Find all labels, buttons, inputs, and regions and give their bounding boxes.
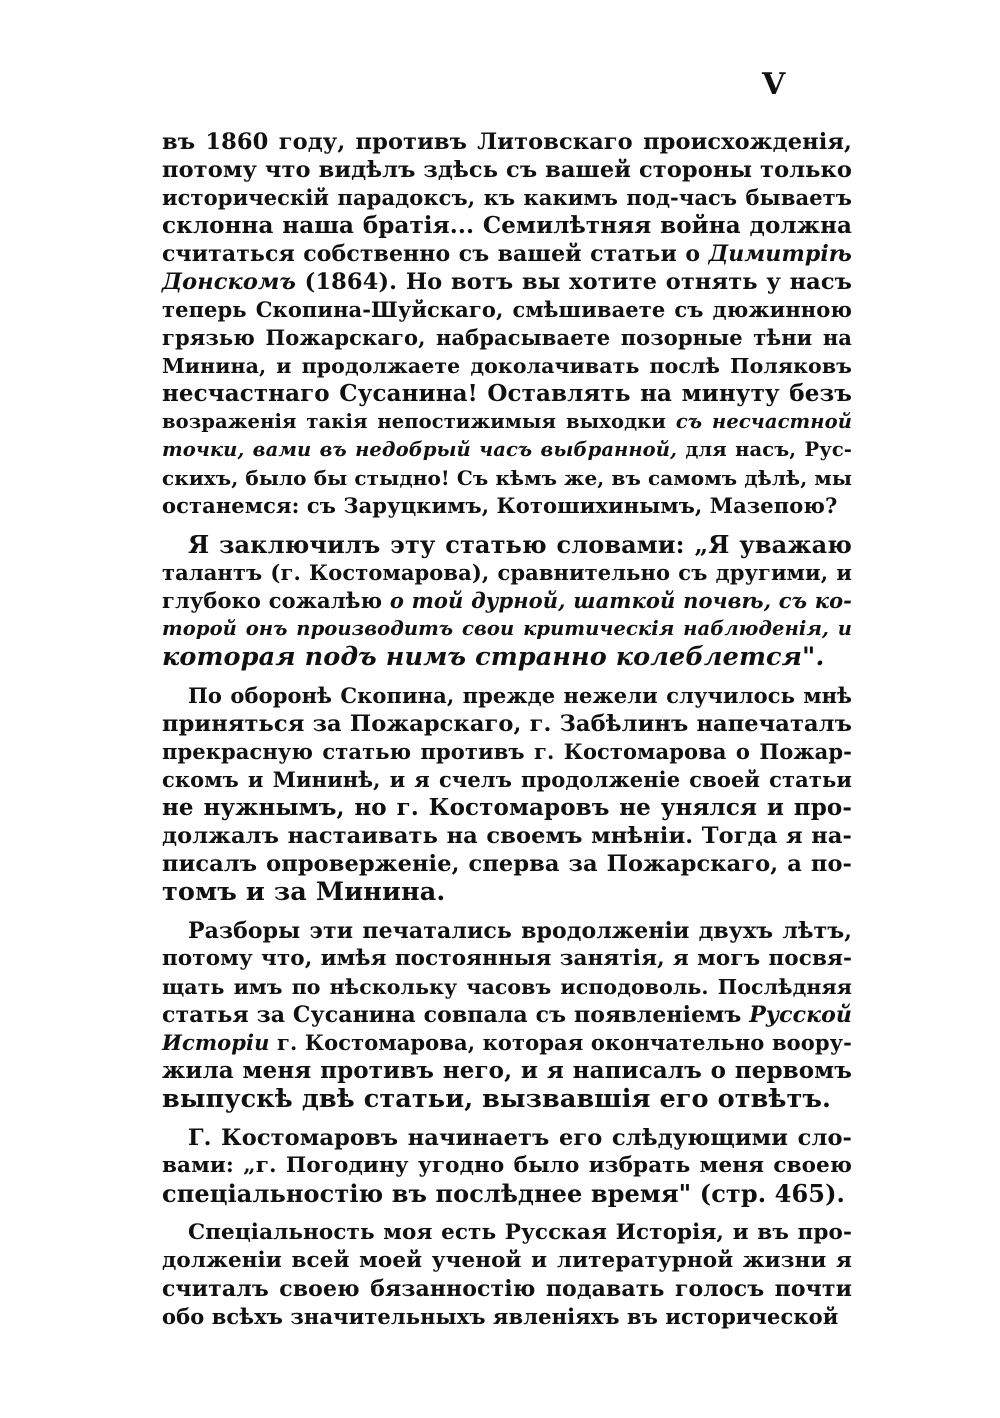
italic-text: Исторіи — [162, 1030, 270, 1055]
text-run: для насъ, Рус- — [676, 438, 852, 461]
text-line — [162, 878, 852, 906]
text-run: потому что, имѣя постоянныя занятія, я могъ посвя- — [162, 946, 852, 971]
paragraph — [162, 917, 852, 1113]
text-line — [162, 587, 852, 615]
text-run: Спеціальность моя есть Русская Исторія, и въ про- — [188, 1220, 852, 1245]
italic-text: торой онъ производитъ свои критическія наблюденія, и — [162, 617, 852, 640]
text-line — [162, 643, 852, 671]
text-line — [162, 917, 852, 945]
paragraph — [162, 531, 852, 671]
text-run: спеціальностію въ послѣднее время" (стр. 465). — [162, 1179, 845, 1208]
text-line — [162, 559, 852, 587]
text-run: выпускѣ двѣ статьи, вызвавшія его отвѣтъ. — [162, 1084, 832, 1114]
text-run: жила меня противъ него, и я написалъ о первомъ — [162, 1057, 852, 1084]
text-run: Г. Костомаровъ начинаетъ его слѣдующими сло- — [188, 1125, 852, 1151]
paragraph-gap — [162, 1208, 852, 1219]
text-run: грязью Пожарскаго, набрасываете позорные тѣни на — [162, 325, 852, 350]
page-number: V — [762, 67, 786, 102]
text-line — [162, 973, 852, 1001]
text-run: считаться собственно съ вашей статьи о — [162, 241, 709, 267]
text-line — [162, 766, 852, 794]
text-line — [162, 184, 852, 212]
text-line — [162, 1180, 852, 1208]
text-line — [162, 1057, 852, 1085]
text-line — [162, 492, 852, 520]
text-line — [162, 1029, 852, 1057]
text-run: Разборы эти печатались вродолженіи двухъ лѣтъ, — [188, 918, 852, 944]
text-line — [162, 822, 852, 850]
text-line — [162, 240, 852, 268]
text-run: скомъ и Mининѣ, и я счелъ продолженіе своей статьи — [162, 767, 852, 792]
text-line — [162, 464, 852, 492]
text-line — [162, 615, 852, 643]
text-line — [162, 850, 852, 878]
text-line — [162, 408, 852, 436]
text-run: не нужнымъ, но г. Костомаровъ не унялся и про- — [162, 794, 852, 821]
text-line — [162, 1247, 852, 1275]
text-line — [162, 268, 852, 296]
text-run: (1864). Но вотъ вы хотите отнять у насъ — [295, 269, 852, 295]
text-run: останемся: съ Заруцкимъ, Котошихинымъ, Мазепою? — [162, 493, 838, 518]
text-run: должалъ настаивать на своемъ мнѣніи. Тогда я на- — [162, 823, 852, 849]
paragraph — [162, 1124, 852, 1208]
text-run: вами: „г. Погодину угодно было избрать меня своею — [162, 1153, 852, 1178]
paragraph — [162, 1219, 852, 1331]
italic-text: Донскомъ — [162, 269, 296, 295]
text-run: несчастнаго Сусанина! Оставлять на минуту безъ — [162, 380, 852, 407]
text-line — [162, 945, 852, 973]
text-run: По оборонѣ Скопина, прежде нежели случилось мнѣ — [188, 683, 852, 708]
text-run: долженіи всей моей ученой и литературной жизни я — [162, 1248, 852, 1273]
text-line — [162, 531, 852, 559]
text-line — [162, 1219, 852, 1247]
text-line — [162, 156, 852, 184]
italic-text: Димитріѣ — [708, 241, 852, 267]
italic-text: которая подъ нимъ странно колеблется". — [162, 642, 825, 672]
text-run: статья за Сусанина совпала съ появленіемъ — [162, 1002, 750, 1028]
text-run: считалъ своею бязанностію подавать голосъ почти — [162, 1276, 852, 1302]
text-run: приняться за Пожарскаго, г. Забѣлинъ напечаталъ — [162, 711, 852, 737]
text-run: возраженія такія непостижимыя выходки — [162, 410, 676, 433]
text-line — [162, 1001, 852, 1029]
text-run: склонна наша братія... Семилѣтняя война должна — [162, 212, 852, 239]
text-run: въ 1860 году, противъ Литовскаго происхожденія, — [162, 129, 852, 155]
text-line — [162, 380, 852, 408]
text-run: томъ и за Минина. — [162, 877, 446, 907]
text-run: г. Костомарова, которая окончательно воору- — [269, 1030, 852, 1055]
text-run: скихъ, было бы стыдно! Съ кѣмъ же, въ самомъ дѣлѣ, мы — [162, 466, 852, 490]
text-run: щать имъ по нѣскольку часовъ исподоволь. Послѣдняя — [162, 975, 852, 999]
text-run: глубоко сожалѣю — [162, 588, 390, 613]
text-run: теперь Скопина-Шуйскаго, смѣшиваете съ дюжинною — [162, 297, 852, 322]
text-line — [162, 682, 852, 710]
text-run: талантъ (г. Костомарова), сравнительно съ другими, и — [162, 560, 852, 585]
text-run: обо всѣхъ значительныхъ явленіяхъ въ исторической — [162, 1304, 839, 1329]
text-line — [162, 794, 852, 822]
text-line — [162, 324, 852, 352]
italic-text: съ несчастной — [675, 410, 852, 433]
text-run: писалъ опроверженіе, сперва за Пожарскаго, а по- — [162, 851, 852, 877]
text-run: Минина, и продолжаете доколачивать послѣ Поляковъ — [162, 354, 852, 378]
paragraph — [162, 128, 852, 520]
paragraph-gap — [162, 1113, 852, 1124]
text-run: прекрасную статью противъ г. Костомарова о Пожар- — [162, 739, 852, 764]
text-line — [162, 1152, 852, 1180]
text-line — [162, 1303, 852, 1331]
text-line — [162, 738, 852, 766]
body-text — [162, 128, 852, 1331]
text-line — [162, 128, 852, 156]
italic-text: Русской — [749, 1002, 852, 1028]
text-line — [162, 352, 852, 380]
text-line — [162, 296, 852, 324]
text-line — [162, 1124, 852, 1152]
text-run: историческій парадоксъ, къ какимъ под-часъ бываетъ — [162, 185, 852, 210]
text-line — [162, 1275, 852, 1303]
text-line — [162, 212, 852, 240]
text-run: Я заключилъ эту статью словами: „Я уважаю — [188, 530, 852, 559]
text-line — [162, 1085, 852, 1113]
text-line — [162, 436, 852, 464]
paragraph-gap — [162, 671, 852, 682]
italic-text: точки, вами въ недобрый часъ выбранной, — [162, 438, 677, 461]
paragraph — [162, 682, 852, 906]
text-line — [162, 710, 852, 738]
paragraph-gap — [162, 906, 852, 917]
text-run: потому что видѣлъ здѣсь съ вашей стороны только — [162, 157, 852, 183]
italic-text: о той дурной, шаткой почвѣ, съ ко- — [389, 588, 852, 613]
